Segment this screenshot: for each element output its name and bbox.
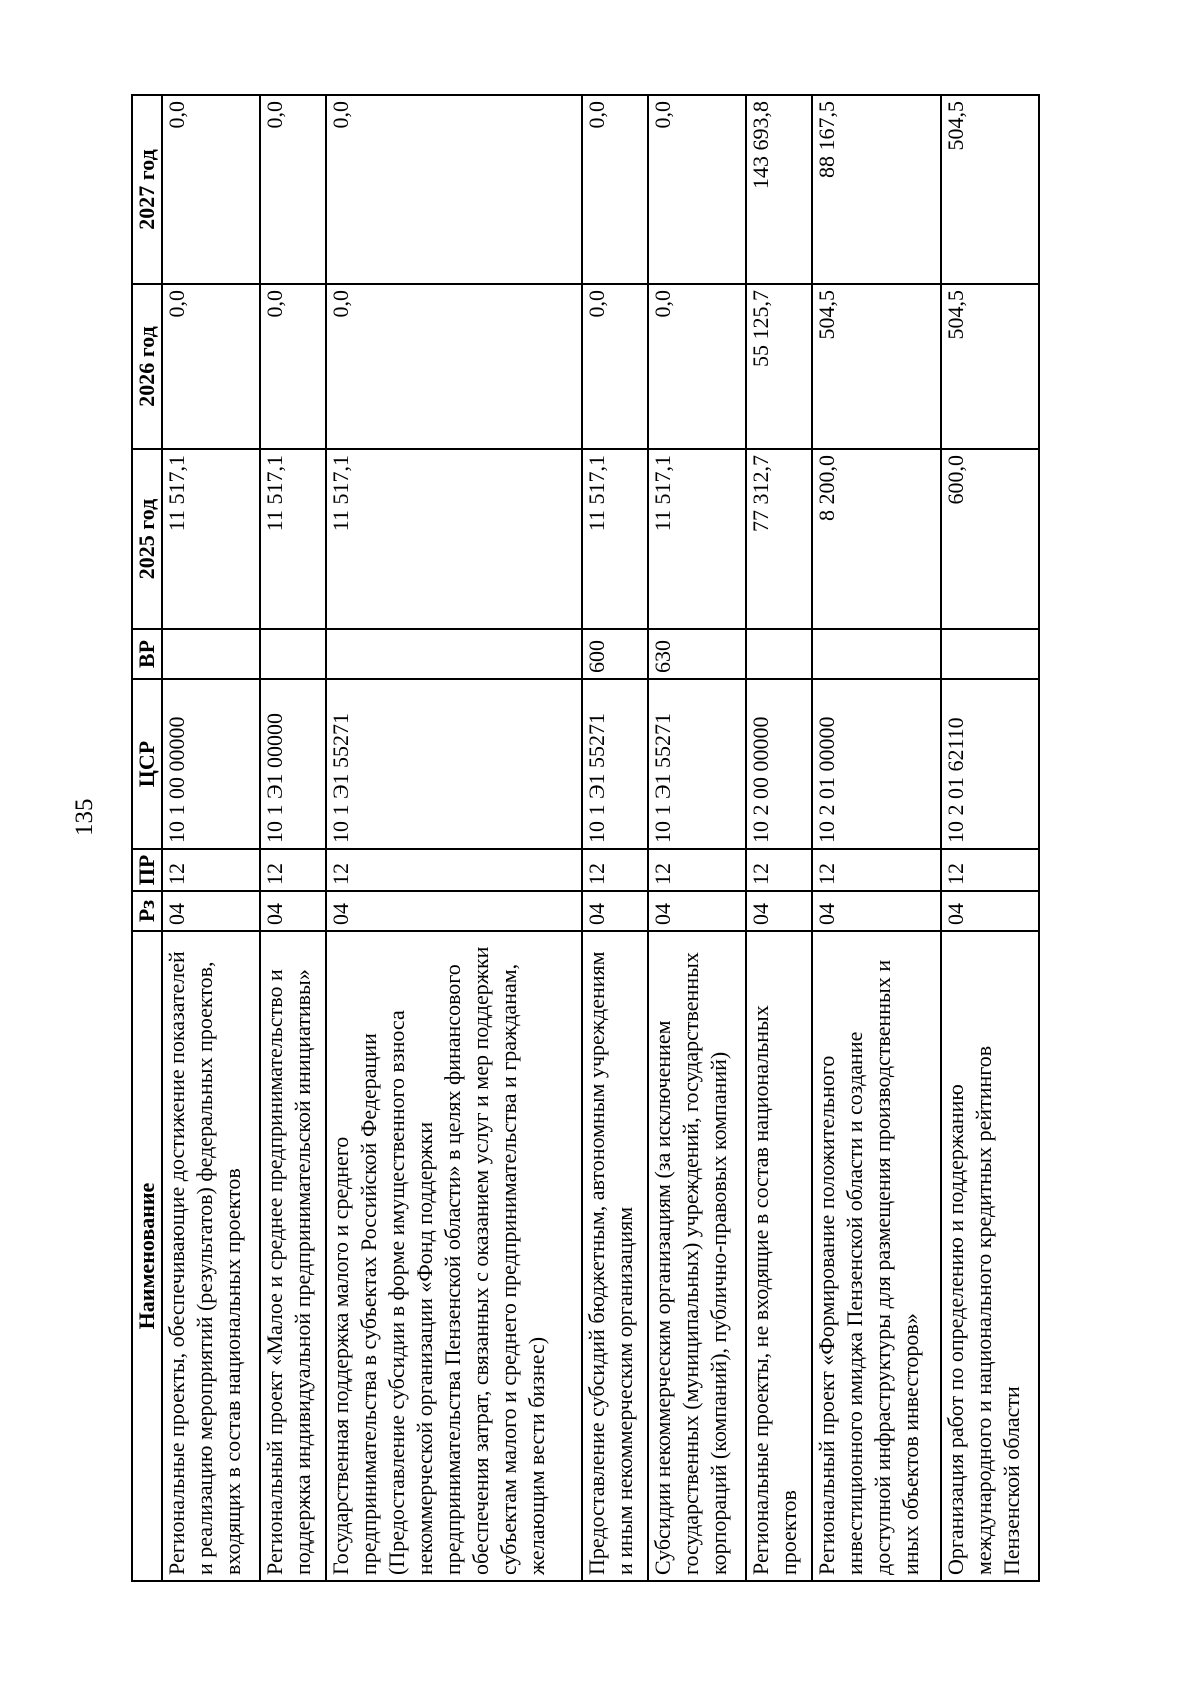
cell-2025: 11 517,1 <box>582 449 648 629</box>
table-header-row <box>132 95 162 1581</box>
cell-csr: 10 1 00 00000 <box>162 679 260 849</box>
cell-rz: 04 <box>162 891 260 931</box>
table-row <box>648 95 746 1581</box>
cell-rz: 04 <box>746 891 812 931</box>
cell-2026: 0,0 <box>162 284 260 449</box>
table-row <box>812 95 942 1581</box>
header-2026: 2026 год <box>132 284 162 449</box>
cell-2026: 0,0 <box>648 284 746 449</box>
cell-rz: 04 <box>326 891 583 931</box>
header-name: Наименование <box>132 931 162 1581</box>
cell-rz: 04 <box>582 891 648 931</box>
header-vr: ВР <box>132 629 162 679</box>
cell-2026: 55 125,7 <box>746 284 812 449</box>
cell-2025: 600,0 <box>941 449 1039 629</box>
header-2025: 2025 год <box>132 449 162 629</box>
cell-2025: 11 517,1 <box>260 449 326 629</box>
table-row <box>941 95 1039 1581</box>
table-row <box>582 95 648 1581</box>
cell-vr: 600 <box>582 629 648 679</box>
cell-rz: 04 <box>648 891 746 931</box>
header-pr: ПР <box>132 849 162 891</box>
cell-vr <box>260 629 326 679</box>
cell-2027: 504,5 <box>941 95 1039 284</box>
table-row <box>326 95 583 1581</box>
cell-2026: 0,0 <box>326 284 583 449</box>
cell-2025: 8 200,0 <box>812 449 942 629</box>
cell-2025: 77 312,7 <box>746 449 812 629</box>
cell-2027: 0,0 <box>260 95 326 284</box>
cell-rz: 04 <box>260 891 326 931</box>
cell-pr: 12 <box>582 849 648 891</box>
table-row <box>162 95 260 1581</box>
cell-2027: 143 693,8 <box>746 95 812 284</box>
cell-2026: 0,0 <box>260 284 326 449</box>
rotated-table-container <box>131 96 1040 1582</box>
cell-csr: 10 2 01 62110 <box>941 679 1039 849</box>
cell-vr <box>326 629 583 679</box>
cell-vr <box>162 629 260 679</box>
budget-table <box>131 94 1040 1582</box>
cell-2027: 0,0 <box>326 95 583 284</box>
cell-2027: 88 167,5 <box>812 95 942 284</box>
cell-pr: 12 <box>260 849 326 891</box>
cell-2027: 0,0 <box>582 95 648 284</box>
cell-2027: 0,0 <box>162 95 260 284</box>
cell-pr: 12 <box>648 849 746 891</box>
cell-name: Региональные проекты, обеспечивающие достижение показателей и реализацию мероприятий (результатов) федеральных проектов, входящих в состав национальных проектов <box>162 931 260 1581</box>
header-csr: ЦСР <box>132 679 162 849</box>
cell-name: Государственная поддержка малого и среднего предпринимательства в субъектах Российской Федерации (Предоставление субсидии в форме имущественного взноса некоммерческой организации «Фонд поддержки предпринимательства Пензенской области» в целях финансового обеспечения затрат, связанных с оказанием услуг и мер поддержки субъектам малого и среднего предпринимательства и гражданам, желающим вести бизнес) <box>326 931 583 1581</box>
cell-pr: 12 <box>746 849 812 891</box>
cell-name: Субсидии некоммерческим организациям (за исключением государственных (муниципальных) учреждений, государственных корпораций (компаний), публично-правовых компаний) <box>648 931 746 1581</box>
cell-csr: 10 2 00 00000 <box>746 679 812 849</box>
cell-csr: 10 1 Э1 55271 <box>326 679 583 849</box>
cell-pr: 12 <box>162 849 260 891</box>
cell-rz: 04 <box>941 891 1039 931</box>
cell-csr: 10 1 Э1 55271 <box>582 679 648 849</box>
cell-rz: 04 <box>812 891 942 931</box>
cell-vr <box>812 629 942 679</box>
cell-vr <box>941 629 1039 679</box>
cell-2026: 0,0 <box>582 284 648 449</box>
cell-2025: 11 517,1 <box>326 449 583 629</box>
cell-name: Предоставление субсидий бюджетным, автономным учреждениям и иным некоммерческим организациям <box>582 931 648 1581</box>
cell-2026: 504,5 <box>941 284 1039 449</box>
cell-2025: 11 517,1 <box>648 449 746 629</box>
cell-name: Региональный проект «Формирование положительного инвестиционного имиджа Пензенской области и создание доступной инфраструктуры для размещения производственных и иных объектов инвесторов» <box>812 931 942 1581</box>
cell-2025: 11 517,1 <box>162 449 260 629</box>
header-rz: Рз <box>132 891 162 931</box>
cell-vr <box>746 629 812 679</box>
cell-pr: 12 <box>941 849 1039 891</box>
header-2027: 2027 год <box>132 95 162 284</box>
table-row <box>260 95 326 1581</box>
cell-pr: 12 <box>326 849 583 891</box>
cell-csr: 10 2 01 00000 <box>812 679 942 849</box>
page-number: 135 <box>71 798 98 836</box>
cell-2026: 504,5 <box>812 284 942 449</box>
cell-pr: 12 <box>812 849 942 891</box>
cell-vr: 630 <box>648 629 746 679</box>
cell-csr: 10 1 Э1 55271 <box>648 679 746 849</box>
cell-csr: 10 1 Э1 00000 <box>260 679 326 849</box>
cell-2027: 0,0 <box>648 95 746 284</box>
cell-name: Региональный проект «Малое и среднее предпринимательство и поддержка индивидуальной предпринимательской инициативы» <box>260 931 326 1581</box>
table-row <box>746 95 812 1581</box>
cell-name: Региональные проекты, не входящие в состав национальных проектов <box>746 931 812 1581</box>
cell-name: Организация работ по определению и поддержанию международного и национального кредитных рейтингов Пензенской области <box>941 931 1039 1581</box>
